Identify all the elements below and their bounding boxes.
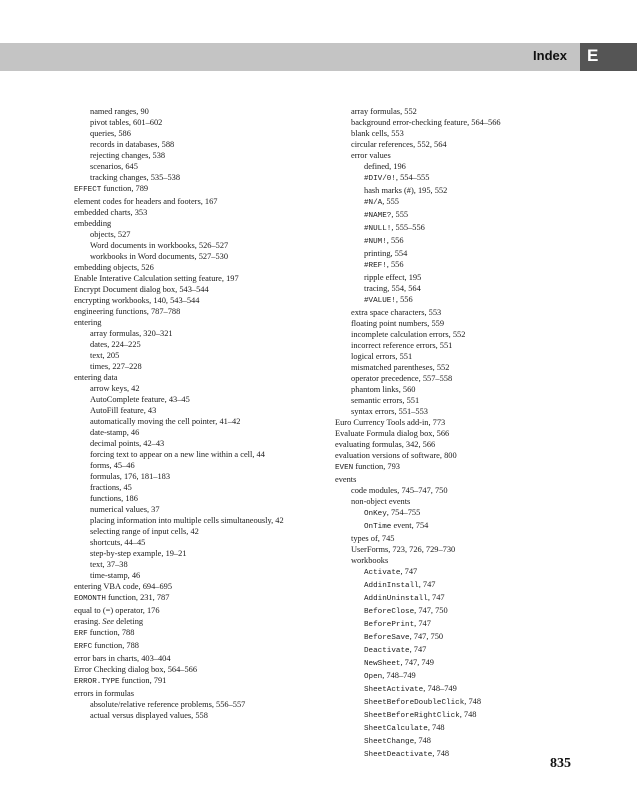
index-entry [335, 172, 555, 185]
index-text: queries, 586 [90, 129, 131, 138]
index-entry [74, 570, 324, 581]
index-entry [335, 605, 555, 618]
index-entry [335, 395, 555, 406]
index-text: , 556 [386, 236, 404, 245]
index-text: Encrypt Document dialog box, 543–544 [74, 285, 209, 294]
index-entry [335, 450, 555, 461]
index-term-code: ERF [74, 630, 88, 638]
index-entry [74, 273, 324, 284]
index-entry [74, 493, 324, 504]
index-entry [335, 235, 555, 248]
index-text: forcing text to appear on a new line within a cell, 44 [90, 450, 265, 459]
index-text: embedding objects, 526 [74, 263, 154, 272]
index-text: operator precedence, 557–558 [351, 374, 453, 383]
index-text: workbooks in Word documents, 527–530 [90, 252, 229, 261]
index-term-code: BeforeSave [364, 634, 410, 642]
index-entry [335, 709, 555, 722]
index-entry [335, 150, 555, 161]
index-entry [335, 272, 555, 283]
index-text: equal to (=) operator, 176 [74, 606, 160, 615]
index-text: evaluation versions of software, 800 [335, 451, 457, 460]
index-entry [335, 117, 555, 128]
index-text: step-by-step example, 19–21 [90, 549, 187, 558]
index-entry [335, 579, 555, 592]
index-column-right [335, 106, 555, 761]
index-entry [74, 675, 324, 688]
index-entry [335, 507, 555, 520]
index-text: function, 791 [119, 676, 167, 685]
index-text: function, 231, 787 [105, 593, 170, 602]
index-term-code: #REF! [364, 262, 387, 270]
index-text: , 747 [400, 567, 418, 576]
index-text: dates, 224–225 [90, 340, 141, 349]
index-entry [74, 405, 324, 416]
index-text: workbooks [351, 556, 389, 565]
index-text: automatically moving the cell pointer, 41–42 [90, 417, 241, 426]
index-text: defined, 196 [364, 162, 406, 171]
index-text: Evaluate Formula dialog box, 566 [335, 429, 450, 438]
index-entry [74, 196, 324, 207]
index-term-code: #VALUE! [364, 297, 396, 305]
index-text: event, 754 [391, 521, 429, 530]
index-text: functions, 186 [90, 494, 138, 503]
index-entry [335, 417, 555, 428]
index-text: code modules, 745–747, 750 [351, 486, 448, 495]
index-entry [74, 183, 324, 196]
index-term-code: Deactivate [364, 647, 410, 655]
index-entry [74, 471, 324, 482]
header-band [0, 43, 637, 71]
index-entry [74, 688, 324, 699]
index-entry [335, 670, 555, 683]
section-tab [580, 43, 637, 71]
index-text: , 555–556 [391, 223, 425, 232]
index-text: blank cells, 553 [351, 129, 404, 138]
index-entry [335, 696, 555, 709]
index-text: function, 793 [353, 462, 400, 471]
index-term-code: Open [364, 673, 383, 681]
index-entry [335, 340, 555, 351]
index-entry [335, 362, 555, 373]
index-text: error bars in charts, 403–404 [74, 654, 171, 663]
index-text: , 747, 750 [409, 632, 444, 641]
index-text: ripple effect, 195 [364, 273, 422, 282]
index-text: error values [351, 151, 391, 160]
index-term-code: SheetDeactivate [364, 751, 433, 759]
index-term-code: EOMONTH [74, 595, 106, 603]
index-entry [74, 161, 324, 172]
index-entry [74, 482, 324, 493]
index-text: hash marks (#), 195, 552 [364, 186, 448, 195]
index-entry [74, 218, 324, 229]
index-entry [335, 474, 555, 485]
index-entry [335, 735, 555, 748]
index-entry [335, 439, 555, 450]
index-text: printing, 554 [364, 249, 408, 258]
index-entry [74, 172, 324, 183]
index-text: objects, 527 [90, 230, 131, 239]
index-text: function, 788 [92, 641, 139, 650]
index-entry [74, 640, 324, 653]
index-text: See [102, 617, 114, 626]
index-entry [74, 128, 324, 139]
index-term-code: #NUM! [364, 238, 387, 246]
index-entry [335, 222, 555, 235]
index-text: scenarios, 645 [90, 162, 138, 171]
index-entry [74, 295, 324, 306]
index-text: incorrect reference errors, 551 [351, 341, 453, 350]
index-text: times, 227–228 [90, 362, 142, 371]
index-text: tracking changes, 535–538 [90, 173, 181, 182]
index-entry [335, 128, 555, 139]
index-text: text, 205 [90, 351, 120, 360]
index-entry [74, 240, 324, 251]
index-entry [335, 496, 555, 507]
index-entry [74, 616, 324, 627]
index-entry [335, 294, 555, 307]
index-text: mismatched parentheses, 552 [351, 363, 450, 372]
index-term-code: ERROR.TYPE [74, 678, 120, 686]
index-entry [74, 262, 324, 273]
index-text: , 748 [414, 736, 431, 745]
index-text: formulas, 176, 181–183 [90, 472, 171, 481]
index-text: , 556 [386, 260, 404, 269]
index-text: element codes for headers and footers, 167 [74, 197, 218, 206]
index-text: , 747 [414, 619, 431, 628]
index-text: entering VBA code, 694–695 [74, 582, 173, 591]
index-text: forms, 45–46 [90, 461, 135, 470]
index-text: events [335, 475, 357, 484]
index-entry [335, 555, 555, 566]
section-tab-letter: E [587, 46, 599, 65]
index-term-code: #NULL! [364, 225, 392, 233]
index-entry [335, 748, 555, 761]
index-term-code: BeforeClose [364, 608, 415, 616]
index-entry [335, 722, 555, 735]
index-text: , 747 [427, 593, 445, 602]
index-text: , 754–755 [386, 508, 421, 517]
index-text: rejecting changes, 538 [90, 151, 166, 160]
index-text: background error-checking feature, 564–566 [351, 118, 501, 127]
index-text: selecting range of input cells, 42 [90, 527, 199, 536]
index-text: engineering functions, 787–788 [74, 307, 181, 316]
index-text: time-stamp, 46 [90, 571, 141, 580]
index-entry [74, 361, 324, 372]
index-text: logical errors, 551 [351, 352, 413, 361]
index-term-code: #NAME? [364, 212, 392, 220]
index-entry [74, 229, 324, 240]
index-text: , 748 [459, 710, 477, 719]
index-term-code: NewSheet [364, 660, 401, 668]
index-text: numerical values, 37 [90, 505, 160, 514]
index-text: embedding [74, 219, 112, 228]
index-text: , 747, 750 [414, 606, 448, 615]
index-entry [74, 350, 324, 361]
index-term-code: #DIV/0! [364, 175, 396, 183]
index-entry [74, 427, 324, 438]
index-term-code: SheetCalculate [364, 725, 428, 733]
index-entry [74, 699, 324, 710]
index-text: , 748–749 [382, 671, 416, 680]
index-text: decimal points, 42–43 [90, 439, 165, 448]
index-text: deleting [114, 617, 144, 626]
index-text: entering data [74, 373, 118, 382]
index-entry [335, 329, 555, 340]
index-entry [335, 106, 555, 117]
index-text: syntax errors, 551–553 [351, 407, 428, 416]
index-text: floating point numbers, 559 [351, 319, 445, 328]
index-text: shortcuts, 44–45 [90, 538, 146, 547]
index-entry [74, 394, 324, 405]
index-text: fractions, 45 [90, 483, 132, 492]
index-entry [335, 209, 555, 222]
index-entry [335, 139, 555, 150]
index-term-code: AddinUninstall [364, 595, 428, 603]
index-term-code: SheetBeforeDoubleClick [364, 699, 465, 707]
index-text: records in databases, 588 [90, 140, 175, 149]
index-term-code: BeforePrint [364, 621, 415, 629]
index-text: embedded charts, 353 [74, 208, 148, 217]
index-entry [74, 664, 324, 675]
index-term-code: SheetBeforeRightClick [364, 712, 460, 720]
index-column-left [74, 106, 324, 721]
index-term-code: SheetChange [364, 738, 415, 746]
index-term-code: #N/A [364, 199, 383, 207]
index-text: actual versus displayed values, 558 [90, 711, 208, 720]
index-text: , 747 [409, 645, 427, 654]
index-text: entering [74, 318, 102, 327]
index-entry [335, 428, 555, 439]
index-entry [74, 339, 324, 350]
index-entry [335, 644, 555, 657]
index-text: date-stamp, 46 [90, 428, 140, 437]
index-text: pivot tables, 601–602 [90, 118, 163, 127]
index-entry [335, 406, 555, 417]
index-entry [335, 196, 555, 209]
index-term-code: OnKey [364, 510, 387, 518]
index-text: non-object events [351, 497, 411, 506]
index-entry [335, 307, 555, 318]
index-entry [74, 460, 324, 471]
index-entry [74, 150, 324, 161]
index-text: tracing, 554, 564 [364, 284, 421, 293]
index-entry [74, 284, 324, 295]
index-text: AutoFill feature, 43 [90, 406, 157, 415]
index-text: errors in formulas [74, 689, 135, 698]
index-text: Error Checking dialog box, 564–566 [74, 665, 198, 674]
index-entry [74, 548, 324, 559]
index-entry [335, 683, 555, 696]
index-entry [74, 416, 324, 427]
index-text: , 555 [382, 197, 399, 206]
index-text: Euro Currency Tools add-in, 773 [335, 418, 446, 427]
index-text: , 748 [432, 749, 450, 758]
index-term-code: EFFECT [74, 186, 102, 194]
index-entry [74, 139, 324, 150]
index-text: array formulas, 320–321 [90, 329, 173, 338]
index-entry [74, 581, 324, 592]
index-term-code: AddinInstall [364, 582, 419, 590]
index-term-code: EVEN [335, 464, 354, 472]
index-text: function, 789 [101, 184, 149, 193]
index-entry [335, 520, 555, 533]
index-text: array formulas, 552 [351, 107, 417, 116]
index-entry [74, 372, 324, 383]
index-entry [335, 631, 555, 644]
index-text: arrow keys, 42 [90, 384, 140, 393]
index-entry [335, 185, 555, 196]
index-text: AutoComplete feature, 43–45 [90, 395, 190, 404]
index-entry [335, 318, 555, 329]
page-number: 835 [550, 756, 571, 771]
index-text: semantic errors, 551 [351, 396, 420, 405]
index-text: absolute/relative reference problems, 556–557 [90, 700, 246, 709]
index-term-code: OnTime [364, 523, 392, 531]
index-term-code: Activate [364, 569, 401, 577]
index-entry [74, 559, 324, 570]
index-text: encrypting workbooks, 140, 543–544 [74, 296, 200, 305]
index-entry [335, 544, 555, 555]
index-entry [74, 438, 324, 449]
index-entry [335, 259, 555, 272]
index-entry [335, 161, 555, 172]
index-entry [335, 351, 555, 362]
index-text: types of, 745 [351, 534, 395, 543]
index-text: Enable Interative Calculation setting feature, 197 [74, 274, 239, 283]
index-entry [74, 504, 324, 515]
index-entry [335, 618, 555, 631]
index-text: , 747, 749 [400, 658, 434, 667]
index-term-code: SheetActivate [364, 686, 424, 694]
index-term-code: ERFC [74, 643, 93, 651]
index-entry [74, 653, 324, 664]
index-entry [74, 537, 324, 548]
index-entry [335, 566, 555, 579]
section-label: Index [533, 48, 567, 63]
index-text: , 748 [427, 723, 445, 732]
index-text: UserForms, 723, 726, 729–730 [351, 545, 456, 554]
index-entry [74, 317, 324, 328]
index-entry [74, 383, 324, 394]
index-entry [335, 533, 555, 544]
index-text: evaluating formulas, 342, 566 [335, 440, 436, 449]
index-text: erasing. [74, 617, 103, 626]
index-text: Word documents in workbooks, 526–527 [90, 241, 229, 250]
index-entry [74, 592, 324, 605]
index-entry [74, 306, 324, 317]
index-text: , 748–749 [423, 684, 457, 693]
index-entry [335, 592, 555, 605]
index-entry [74, 106, 324, 117]
index-entry [335, 384, 555, 395]
index-entry [74, 449, 324, 460]
index-entry [335, 248, 555, 259]
index-text: circular references, 552, 564 [351, 140, 447, 149]
index-entry [74, 627, 324, 640]
index-entry [74, 251, 324, 262]
index-text: , 747 [418, 580, 436, 589]
index-entry [335, 657, 555, 670]
index-text: , 554–555 [395, 173, 430, 182]
index-text: placing information into multiple cells simultaneously, 42 [90, 516, 284, 525]
index-text: , 748 [464, 697, 482, 706]
index-text: phantom links, 560 [351, 385, 416, 394]
index-text: named ranges, 90 [90, 107, 149, 116]
index-text: function, 788 [87, 628, 135, 637]
index-entry [335, 485, 555, 496]
index-entry [335, 461, 555, 474]
index-text: text, 37–38 [90, 560, 128, 569]
index-text: incomplete calculation errors, 552 [351, 330, 466, 339]
index-entry [74, 207, 324, 218]
index-entry [74, 117, 324, 128]
index-text: , 556 [395, 295, 413, 304]
index-entry [74, 515, 324, 526]
index-entry [74, 328, 324, 339]
index-text: , 555 [391, 210, 409, 219]
index-text: extra space characters, 553 [351, 308, 442, 317]
index-entry [74, 526, 324, 537]
index-entry [74, 605, 324, 616]
index-entry [335, 373, 555, 384]
index-entry [335, 283, 555, 294]
index-entry [74, 710, 324, 721]
